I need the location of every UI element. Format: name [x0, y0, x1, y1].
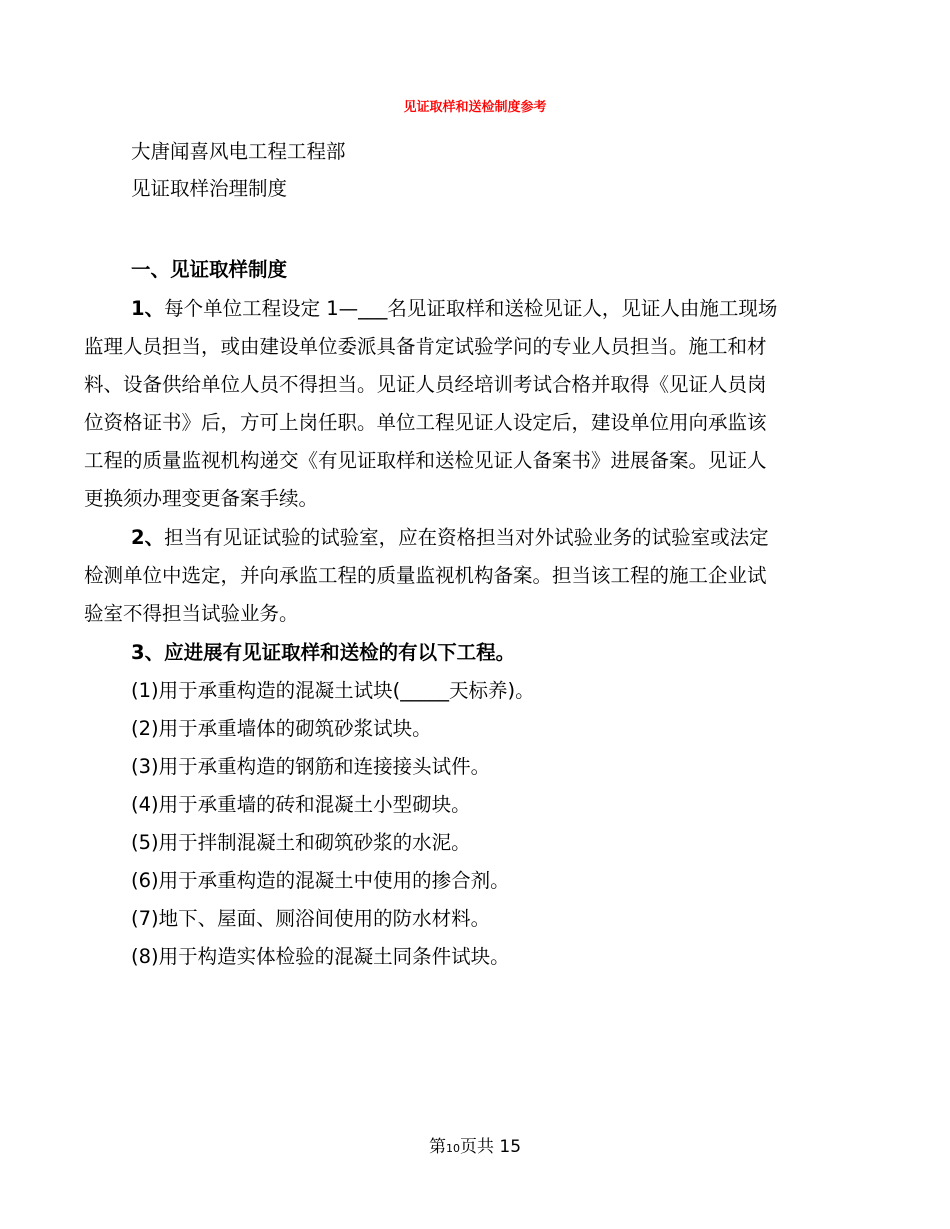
list-item: (7)地下、屋面、厕浴间使用的防水材料。	[131, 907, 491, 930]
section-heading: 一、见证取样制度	[131, 258, 288, 281]
item3-heading: 3、应进展有见证取样和送检的有以下工程。	[131, 641, 516, 664]
list-item: (3)用于承重构造的钢筋和连接接头试件。	[131, 755, 491, 778]
list-item: (8)用于构造实体检验的混凝土同条件试块。	[131, 945, 510, 968]
item1-line-2: 监理人员担当，或由建设单位委派具备肯定试验学问的专业人员担当。施工和材	[84, 335, 767, 358]
list-item: (2)用于承重墙体的砌筑砂浆试块。	[131, 717, 432, 740]
org-name: 大唐闻喜风电工程工程部	[131, 140, 346, 163]
doc-title: 见证取样治理制度	[131, 177, 288, 200]
footer-total-pages: 15	[499, 1137, 522, 1157]
item2-line-1	[131, 525, 769, 551]
item1-line-5: 工程的质量监视机构递交《有见证取样和送检见证人备案书》进展备案。见证人	[84, 449, 767, 472]
page-footer	[0, 1136, 950, 1160]
list-item: (4)用于承重墙的砖和混凝土小型砌块。	[131, 793, 471, 816]
page-header-title: 见证取样和送检制度参考	[403, 100, 547, 115]
item2-line-3: 验室不得担当试验业务。	[84, 602, 299, 625]
item2-text-1: 担当有见证试验的试验室，应在资格担当对外试验业务的试验室或法定	[164, 526, 769, 549]
item2-number: 2、	[131, 526, 165, 549]
item1-line-4: 位资格证书》后，方可上岗任职。单位工程见证人设定后，建设单位用向承监该	[84, 411, 767, 434]
item1-line-6: 更换须办理变更备案手续。	[84, 487, 319, 510]
item1-line-3: 料、设备供给单位人员不得担当。见证人员经培训考试合格并取得《见证人员岗	[84, 373, 767, 396]
footer-prefix: 第	[428, 1137, 446, 1157]
footer-middle: 页共	[459, 1137, 500, 1157]
item1-number: 1、	[131, 297, 165, 320]
footer-page-number: 10	[445, 1142, 460, 1155]
item1-line-1	[131, 296, 777, 322]
list-item: (6)用于承重构造的混凝土中使用的掺合剂。	[131, 869, 510, 892]
list-item: (5)用于拌制混凝土和砌筑砂浆的水泥。	[131, 831, 471, 854]
item1-text-1: 每个单位工程设定 1—___名见证取样和送检见证人，见证人由施工现场	[164, 297, 778, 320]
list-item: (1)用于承重构造的混凝土试块(_____天标养)。	[131, 679, 535, 702]
item2-line-2: 检测单位中选定，并向承监工程的质量监视机构备案。担当该工程的施工企业试	[84, 564, 767, 587]
